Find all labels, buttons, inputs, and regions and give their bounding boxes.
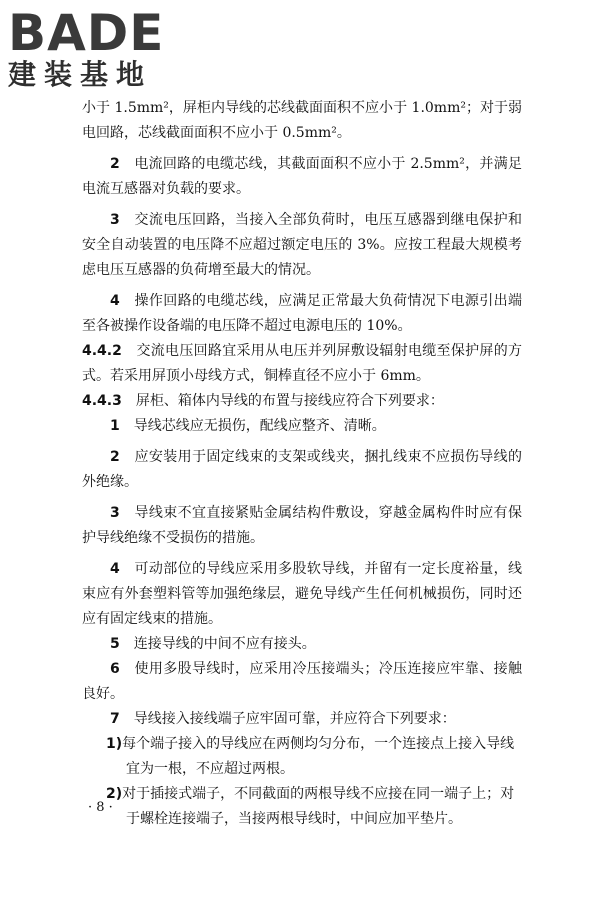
clause-text: 屏柜、箱体内导线的布置与接线应符合下列要求：	[135, 393, 444, 409]
item-text: 交流电压回路，当接入全部负荷时，电压互感器到继电保护和安全自动装置的电压降不应超过额定电压的 3%。应按工程最大规模考虑电压互感器的负荷增至最大的情况。	[82, 212, 523, 278]
logo-brand: BADE	[8, 4, 165, 62]
logo-subtitle: 建装基地	[8, 58, 153, 91]
clause-number: 4.4.2	[82, 343, 122, 359]
sub-item-text: 每个端子接入的导线应在两侧均匀分布，一个连接点上接入导线宜为一根，不应超过两根。	[122, 736, 515, 777]
item-text: 导线束不宜直接紧贴金属结构件敷设，穿越金属构件时应有保护导线绝缘不受损伤的措施。	[82, 505, 523, 546]
sub-item	[82, 732, 522, 782]
item-number: 3	[110, 212, 120, 228]
document-body	[82, 96, 522, 832]
item-number: 3	[110, 505, 120, 521]
item-text: 可动部位的导线应采用多股软导线，并留有一定长度裕量，线束应有外套塑料管等加强绝缘层，避免导线产生任何机械损伤，同时还应有固定线束的措施。	[82, 561, 523, 627]
item-text: 导线接入接线端子应牢固可靠，并应符合下列要求：	[133, 711, 456, 727]
item-text: 导线芯线应无损伤，配线应整齐、清晰。	[133, 418, 386, 434]
item-text: 电流回路的电缆芯线，其截面面积不应小于 2.5mm²，并满足电流互感器对负载的要求。	[82, 156, 522, 197]
item-number: 2	[110, 156, 120, 172]
item-text: 使用多股导线时，应采用冷压接端头；冷压连接应牢靠、接触良好。	[82, 661, 523, 702]
item-number: 6	[110, 661, 120, 677]
page-number: · 8 ·	[88, 800, 113, 815]
item-number: 2	[110, 449, 120, 465]
clause-number: 4.4.3	[82, 393, 122, 409]
sub-item-label: 2)	[106, 786, 123, 802]
item-text: 连接导线的中间不应有接头。	[133, 636, 316, 652]
list-item	[82, 414, 522, 439]
list-item	[82, 501, 522, 551]
sub-item-text: 对于插接式端子，不同截面的两根导线不应接在同一端子上；对于螺栓连接端子，当接两根导线时，中间应加平垫片。	[122, 786, 515, 827]
clause	[82, 339, 522, 389]
list-item	[82, 632, 522, 657]
item-number: 7	[110, 711, 120, 727]
sub-item	[82, 782, 522, 832]
item-number: 4	[110, 561, 120, 577]
item-text: 操作回路的电缆芯线，应满足正常最大负荷情况下电源引出端至各被操作设备端的电压降不超过电源电压的 10%。	[82, 293, 523, 334]
list-item	[82, 208, 522, 283]
item-number: 1	[110, 418, 120, 434]
list-item	[82, 445, 522, 495]
clause-text: 交流电压回路宜采用从电压并列屏敷设辐射电缆至保护屏的方式。若采用屏顶小母线方式，铜棒直径不应小于 6mm。	[82, 343, 523, 384]
list-item	[82, 152, 522, 202]
list-item	[82, 657, 522, 707]
list-item	[82, 707, 522, 732]
item-text: 应安装用于固定线束的支架或线夹，捆扎线束不应损伤导线的外绝缘。	[82, 449, 523, 490]
item-number: 4	[110, 293, 120, 309]
item-number: 5	[110, 636, 120, 652]
paragraph-continuation: 小于 1.5mm²，屏柜内导线的芯线截面面积不应小于 1.0mm²；对于弱电回路，芯线截面面积不应小于 0.5mm²。	[82, 100, 522, 141]
sub-item-label: 1)	[106, 736, 123, 752]
bade-logo	[8, 4, 178, 94]
list-item	[82, 557, 522, 632]
list-item	[82, 289, 522, 339]
clause	[82, 389, 522, 414]
